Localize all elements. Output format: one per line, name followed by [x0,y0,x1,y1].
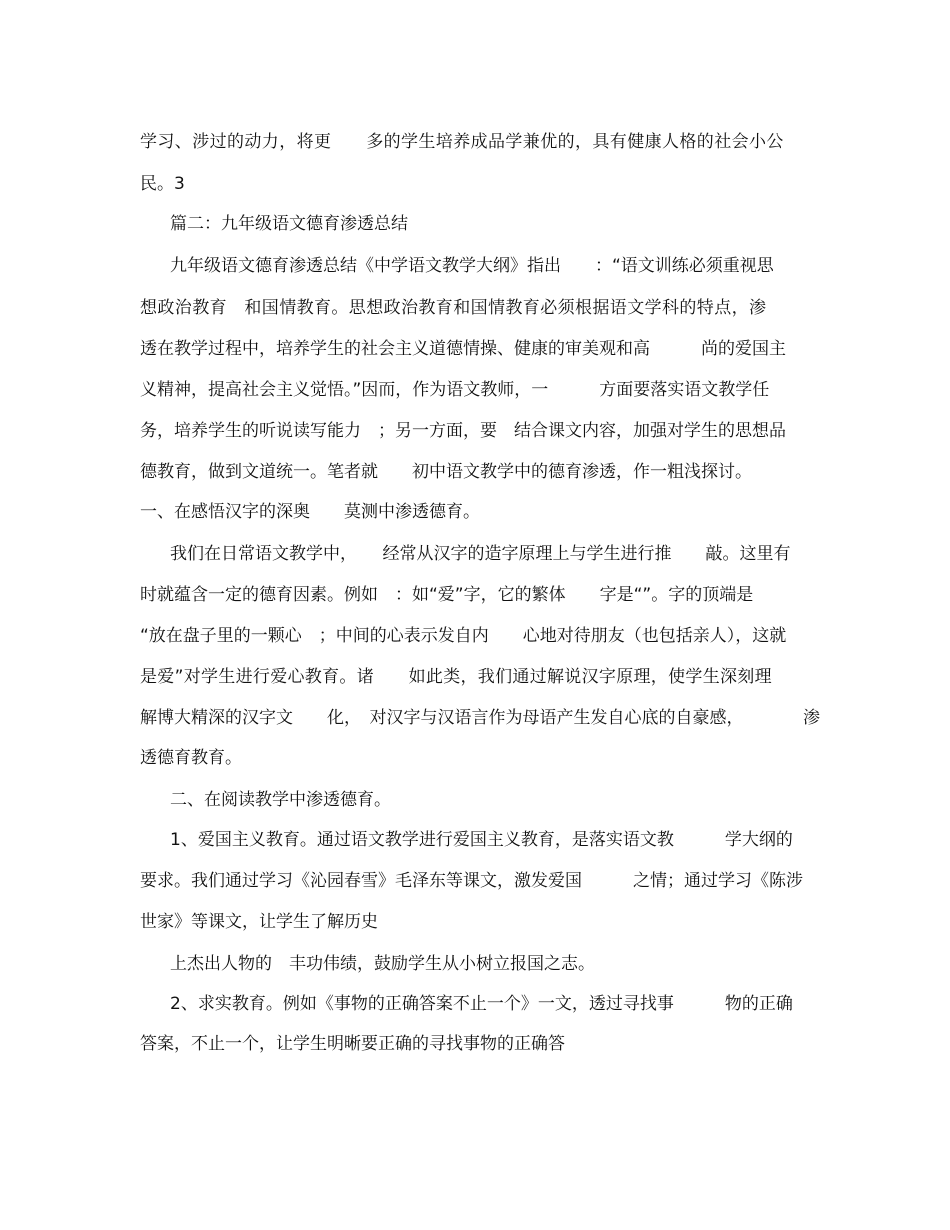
section-heading: 一、在感悟汉字的深奥 莫测中渗透德育。 [140,502,480,522]
text-line: 时就蕴含一定的德育因素。例如 ：如“爱”字，它的繁体 字是“”。字的顶端是 [140,585,754,605]
text-line: “放在盘子里的一颗心 ；中间的心表示发自内 心地对待朋友（也包括亲人），这就 [140,626,787,646]
text-line: 透德育教育。 [140,748,242,768]
text-line: 民。3 [140,174,185,194]
text-line: 世家》等课文，让学生了解历史 [140,912,378,932]
section-heading: 篇二：九年级语文德育渗透总结 [170,214,408,234]
text-line: 是爱”对学生进行爱心教育。诸 如此类，我们通过解说汉字原理，使学生深刻理 [140,667,772,687]
text-line: 九年级语文德育渗透总结《中学语文教学大纲》指出 ：“语文训练必须重视思 [170,256,774,276]
text-line: 我们在日常语文教学中， 经常从汉字的造字原理上与学生进行推 敲。这里有 [170,544,791,564]
text-line: 解博大精深的汉字文 化， 对汉字与汉语言作为母语产生发自心底的自豪感， 渗 [140,708,820,728]
text-line: 1、爱国主义教育。通过语文教学进行爱国主义教育，是落实语文教 学大纲的 [170,830,793,850]
text-line: 义精神，提高社会主义觉悟。”因而，作为语文教师，一 方面要落实语文教学任 [140,380,770,400]
text-line: 务，培养学生的听说读写能力 ；另一方面，要 结合课文内容，加强对学生的思想品 [140,421,786,441]
text-line: 想政治教育 和国情教育。思想政治教育和国情教育必须根据语文学科的特点，渗 [140,298,767,318]
text-line: 答案，不止一个，让学生明晰要正确的寻找事物的正确答 [140,1034,565,1054]
text-line: 要求。我们通过学习《沁园春雪》毛泽东等课文，激发爱国 之情；通过学习《陈涉 [140,871,803,891]
section-heading: 二、在阅读教学中渗透德育。 [170,790,391,810]
text-line: 德教育，做到文道统一。笔者就 初中语文教学中的德育渗透，作一粗浅探讨。 [140,462,752,482]
text-line: 2、求实教育。例如《事物的正确答案不止一个》一文，透过寻找事 物的正确 [170,994,793,1014]
text-line: 学习、涉过的动力，将更 多的学生培养成品学兼优的，具有健康人格的社会小公 [140,132,784,152]
text-line: 上杰出人物的 丰功伟绩，鼓励学生从小树立报国之志。 [170,954,595,974]
text-line: 透在教学过程中，培养学生的社会主义道德情操、健康的审美观和高 尚的爱国主 [140,339,786,359]
